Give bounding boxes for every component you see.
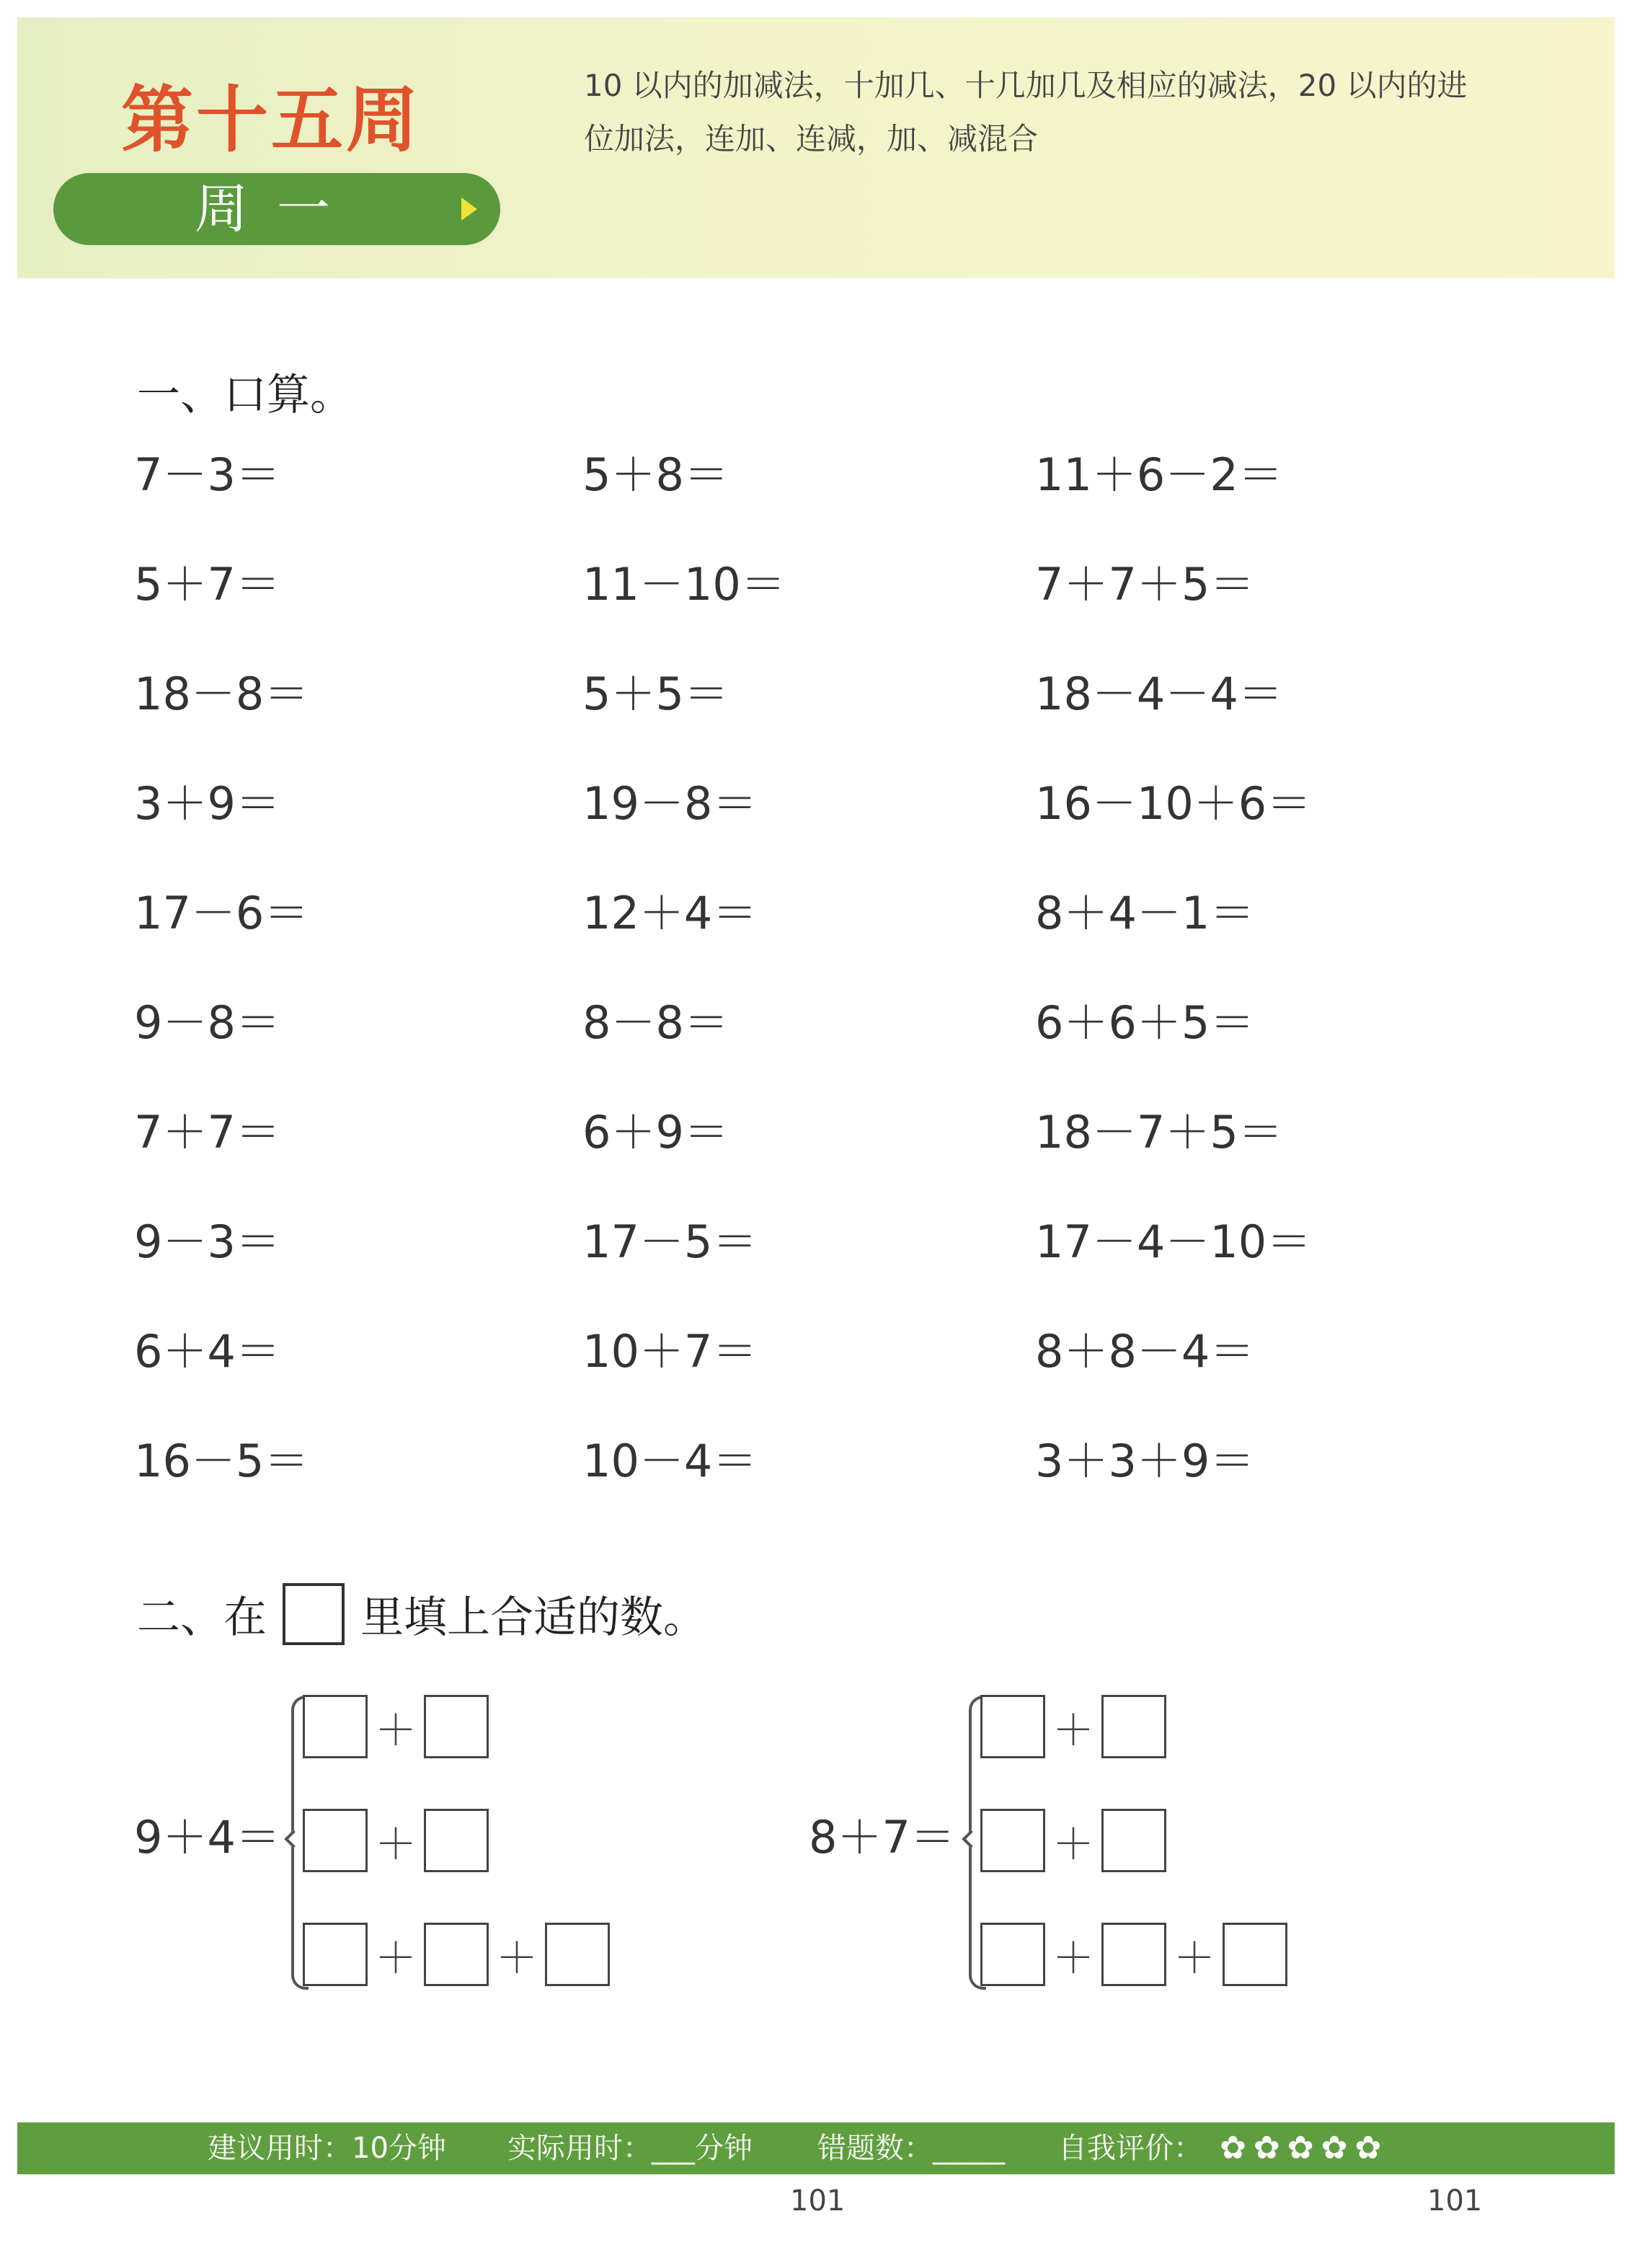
section-2-heading-suffix: 里填上合适的数。	[360, 1593, 706, 1643]
answer-box-sample	[283, 1583, 345, 1645]
math-problem: 7－3＝	[134, 448, 280, 501]
rating-flowers	[1220, 2131, 1381, 2166]
decompose-2-row-1	[980, 1693, 1166, 1760]
math-problem: 9－3＝	[134, 1215, 280, 1268]
math-problem: 17－6＝	[134, 887, 309, 939]
math-problem: 8＋4－1＝	[1035, 887, 1255, 939]
math-problem: 7＋7＋5＝	[1035, 558, 1255, 611]
flower-icon[interactable]: ✿	[1354, 2130, 1382, 2166]
flower-icon[interactable]: ✿	[1253, 2130, 1280, 2166]
math-problem: 18－4－4＝	[1035, 668, 1283, 720]
math-problem: 11－10＝	[582, 558, 786, 611]
topic-line-2: 位加法，连加、连减，加、减混合	[584, 121, 1039, 156]
answer-box[interactable]	[1101, 1695, 1166, 1758]
math-problem: 8－8＝	[582, 996, 729, 1049]
arrow-right-icon	[461, 198, 477, 221]
footer-bar	[17, 2122, 1615, 2174]
answer-box[interactable]	[424, 1695, 489, 1758]
answer-box[interactable]	[424, 1809, 489, 1872]
answer-box[interactable]	[980, 1695, 1045, 1758]
math-problem: 7＋7＝	[134, 1106, 280, 1159]
plus-sign: ＋	[374, 1933, 417, 1983]
math-problem: 5＋8＝	[582, 448, 729, 501]
math-problem: 6＋6＋5＝	[1035, 996, 1255, 1049]
section-1-heading: 一、口算。	[137, 370, 353, 420]
decompose-1-row-3	[303, 1921, 610, 1988]
math-problem: 19－8＝	[582, 777, 758, 830]
math-problem: 16－10＋6＝	[1035, 777, 1312, 830]
page-number-left: 101	[790, 2184, 846, 2218]
answer-box[interactable]	[303, 1695, 368, 1758]
math-problem: 8＋8－4＝	[1035, 1325, 1255, 1378]
self-evaluation-label: 自我评价：	[1058, 2132, 1202, 2165]
decompose-2-row-2	[980, 1807, 1166, 1874]
actual-time: 实际用时：___分钟	[507, 2132, 753, 2165]
answer-box[interactable]	[545, 1923, 610, 1986]
day-tab	[53, 173, 500, 245]
answer-box[interactable]	[1223, 1923, 1287, 1986]
answer-box[interactable]	[1101, 1809, 1166, 1872]
math-problem: 16－5＝	[134, 1435, 309, 1487]
math-problem: 17－4－10＝	[1035, 1215, 1312, 1268]
decompose-1-row-1	[303, 1693, 489, 1760]
math-problem: 10－4＝	[582, 1435, 758, 1487]
math-problem: 3＋9＝	[134, 777, 280, 830]
answer-box[interactable]	[303, 1923, 368, 1986]
answer-box[interactable]	[980, 1923, 1045, 1986]
math-problem: 6＋9＝	[582, 1106, 729, 1159]
math-problem: 18－7＋5＝	[1035, 1106, 1283, 1159]
math-problem: 6＋4＝	[134, 1325, 280, 1378]
section-2-heading	[137, 1583, 706, 1645]
math-problem: 17－5＝	[582, 1215, 758, 1268]
topic-description	[584, 59, 1492, 166]
math-problem: 5＋7＝	[134, 558, 280, 611]
plus-sign: ＋	[1173, 1933, 1215, 1983]
math-problem: 9－8＝	[134, 996, 280, 1049]
section-2-heading-prefix: 二、在	[137, 1593, 267, 1643]
plus-sign: ＋	[374, 1706, 417, 1755]
page-number-right: 101	[1427, 2184, 1483, 2218]
plus-sign: ＋	[1052, 1933, 1094, 1983]
flower-icon[interactable]: ✿	[1321, 2130, 1348, 2166]
topic-line-1: 10 以内的加减法，十加几、十几加几及相应的减法，20 以内的进	[584, 68, 1468, 103]
math-problem: 18－8＝	[134, 668, 309, 720]
decompose-1-row-2	[303, 1807, 489, 1874]
math-problem: 5＋5＝	[582, 668, 729, 720]
plus-sign: ＋	[495, 1933, 538, 1983]
plus-sign: ＋	[1052, 1706, 1094, 1755]
error-count: 错题数：_____	[817, 2132, 1005, 2165]
flower-icon[interactable]: ✿	[1220, 2130, 1246, 2166]
suggested-time: 建议用时：10分钟	[208, 2132, 446, 2165]
flower-icon[interactable]: ✿	[1287, 2130, 1314, 2166]
week-title: 第十五周	[121, 78, 421, 162]
answer-box[interactable]	[424, 1923, 489, 1986]
day-label: 周一	[195, 178, 359, 240]
math-problem: 11＋6－2＝	[1035, 448, 1283, 501]
decompose-problem-2: 8＋7＝	[809, 1811, 955, 1864]
plus-sign: ＋	[1052, 1820, 1094, 1869]
math-problem: 12＋4＝	[582, 887, 758, 939]
answer-box[interactable]	[980, 1809, 1045, 1872]
answer-box[interactable]	[1101, 1923, 1166, 1986]
decompose-problem-1: 9＋4＝	[134, 1811, 280, 1864]
math-problem: 3＋3＋9＝	[1035, 1435, 1255, 1487]
decompose-2-row-3	[980, 1921, 1287, 1988]
plus-sign: ＋	[374, 1820, 417, 1869]
math-problem: 10＋7＝	[582, 1325, 758, 1378]
answer-box[interactable]	[303, 1809, 368, 1872]
